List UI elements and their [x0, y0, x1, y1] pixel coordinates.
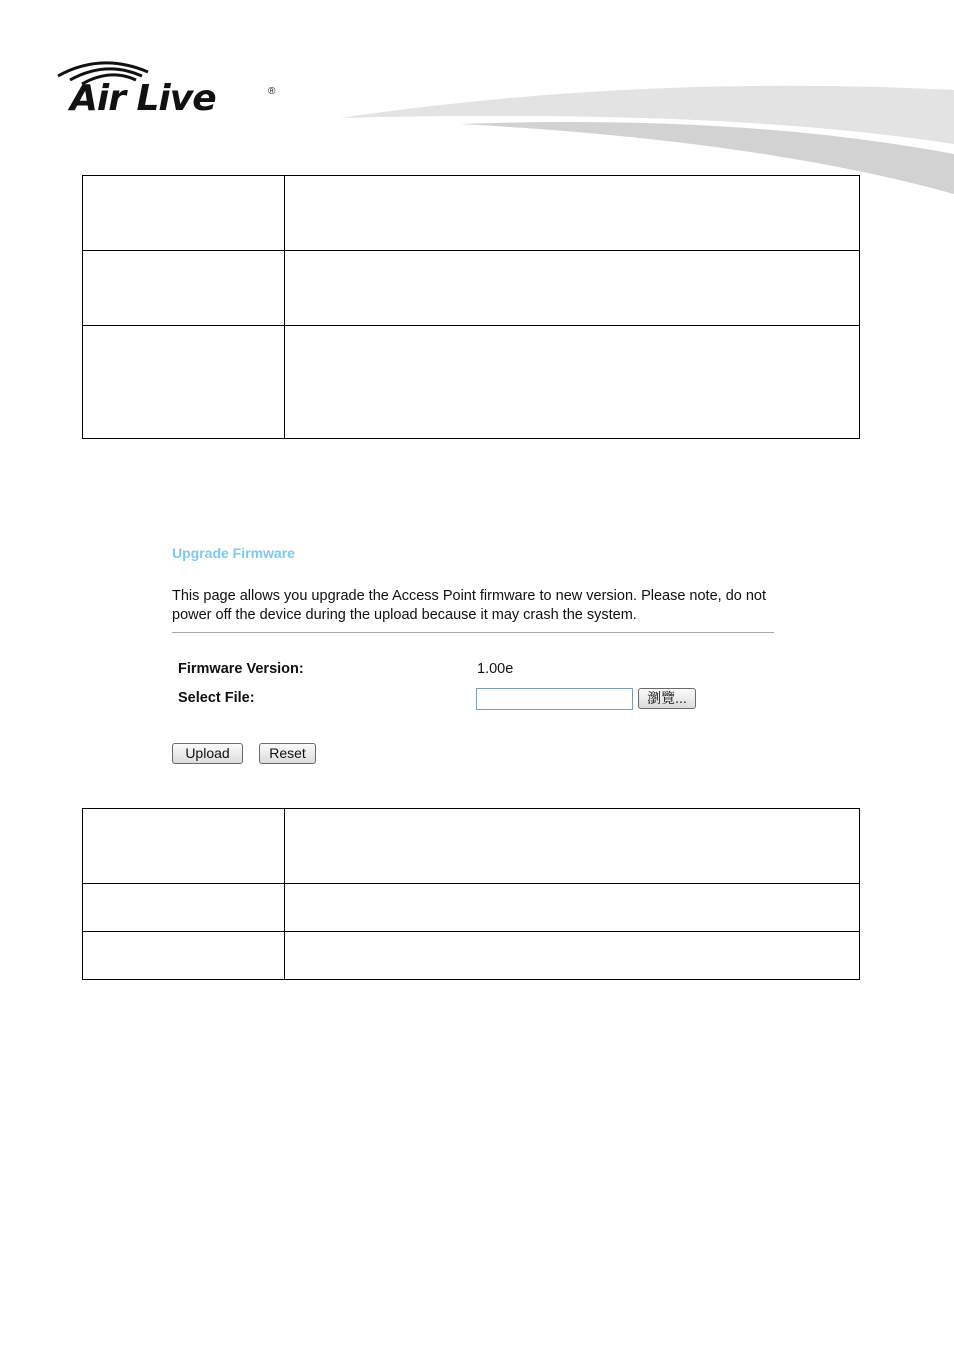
table-row [83, 326, 860, 439]
table-row [83, 809, 860, 884]
firmware-version-value: 1.00e [477, 661, 514, 677]
settings-table-bottom [82, 808, 860, 980]
page-description: This page allows you upgrade the Access Point firmware to new version. Please note, do not power off the device during the upload because it may crash the system. [172, 588, 767, 623]
table-row [83, 884, 860, 932]
airlive-logo [56, 58, 286, 128]
firmware-version-label: Firmware Version: [178, 661, 304, 677]
registered-mark: ® [268, 86, 276, 97]
page-title: Upgrade Firmware [172, 545, 295, 561]
file-path-input[interactable] [476, 688, 633, 710]
table-row [83, 932, 860, 980]
logo-wordmark: Air Live [70, 78, 216, 119]
settings-table-top [82, 175, 860, 439]
table-row [83, 251, 860, 326]
table-row [83, 176, 860, 251]
browse-button[interactable]: 瀏覽... [638, 688, 696, 709]
select-file-label: Select File: [178, 690, 255, 706]
divider [172, 632, 774, 633]
reset-button[interactable]: Reset [259, 743, 316, 764]
upload-button[interactable]: Upload [172, 743, 243, 764]
